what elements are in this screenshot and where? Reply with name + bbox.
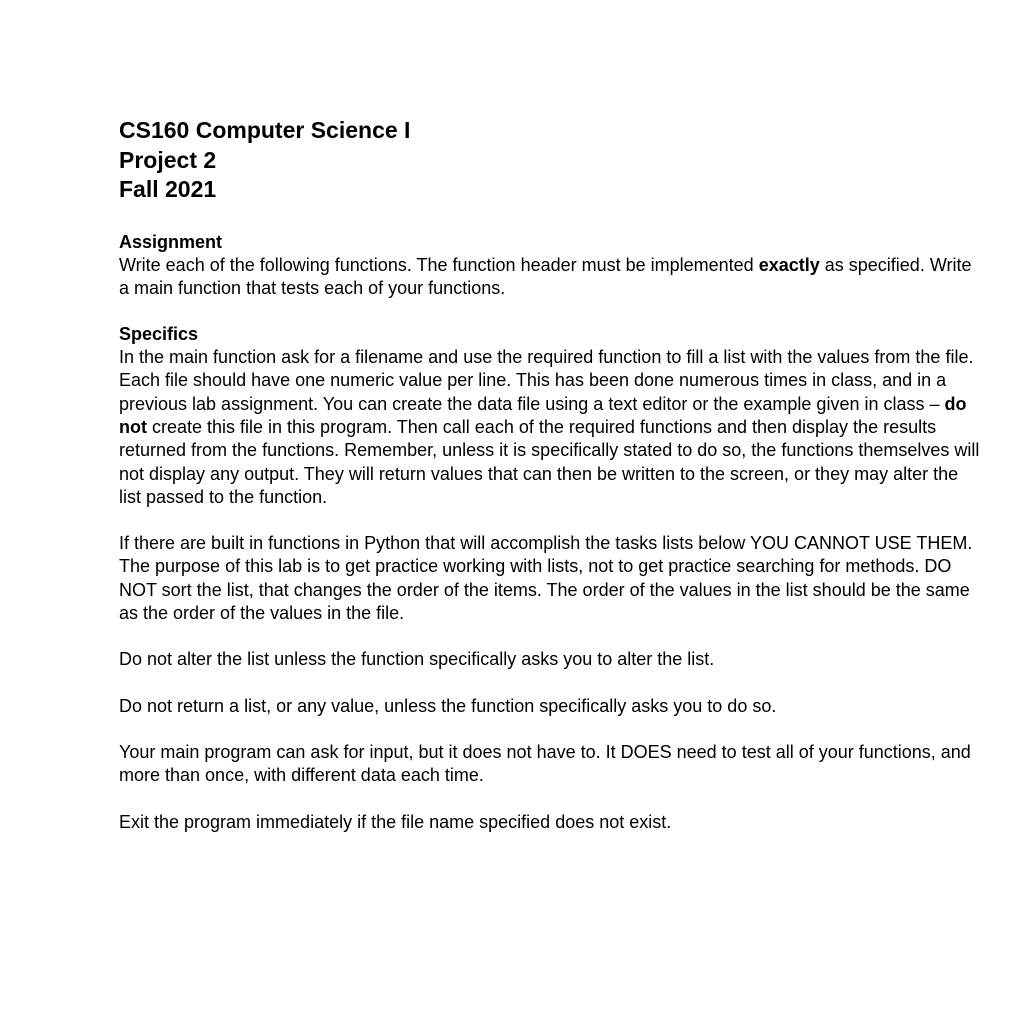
- specifics-p1-end: create this file in this program. Then call each of the required functions and then display the results returned from the functions. Remember, unless it is specifically stated to do so, the functions themselves will not display any output. They will return values that can then be written to the screen, or they may alter the list passed to the function.: [119, 416, 980, 507]
- project-title: Project 2: [119, 146, 217, 173]
- document-page: [119, 116, 981, 834]
- assignment-paragraph: [119, 254, 981, 301]
- specifics-paragraph-3: Do not alter the list unless the function specifically asks you to alter the list.: [119, 649, 715, 670]
- specifics-paragraph-1: [119, 346, 981, 509]
- specifics-paragraph-5: Your main program can ask for input, but it does not have to. It DOES need to test all of your functions, and more than once, with different data each time.: [119, 741, 971, 786]
- specifics-p1-start: In the main function ask for a filename and use the required function to fill a list with the values from the file. Each file should have one numeric value per line. This has been done numerous times in class, and in a previous lab assignment. You can create the data file using a text editor or the example given in class –: [119, 347, 974, 414]
- specifics-paragraph-6: Exit the program immediately if the file name specified does not exist.: [119, 811, 672, 832]
- specifics-p1-bold: do not: [119, 393, 967, 437]
- specifics-paragraph-2: If there are built in functions in Python that will accomplish the tasks lists below YOU CANNOT USE THEM. The purpose of this lab is to get practice working with lists, not to get practice searching for methods. DO NOT sort the list, that changes the order of the items. The order of the values in the list should be the same as the order of the values in the file.: [119, 533, 973, 624]
- specifics-heading: Specifics: [119, 324, 199, 345]
- specifics-paragraph-4: Do not return a list, or any value, unless the function specifically asks you to do so.: [119, 695, 777, 716]
- term-title: Fall 2021: [119, 176, 217, 202]
- course-title: CS160 Computer Science I: [119, 117, 411, 143]
- assignment-bold-exactly: exactly: [758, 254, 820, 275]
- assignment-heading: Assignment: [119, 231, 223, 252]
- assignment-text-end: as specified. Write a main function that tests each of your functions.: [119, 254, 972, 298]
- assignment-text-start: Write each of the following functions. The function header must be implemented: [119, 254, 759, 275]
